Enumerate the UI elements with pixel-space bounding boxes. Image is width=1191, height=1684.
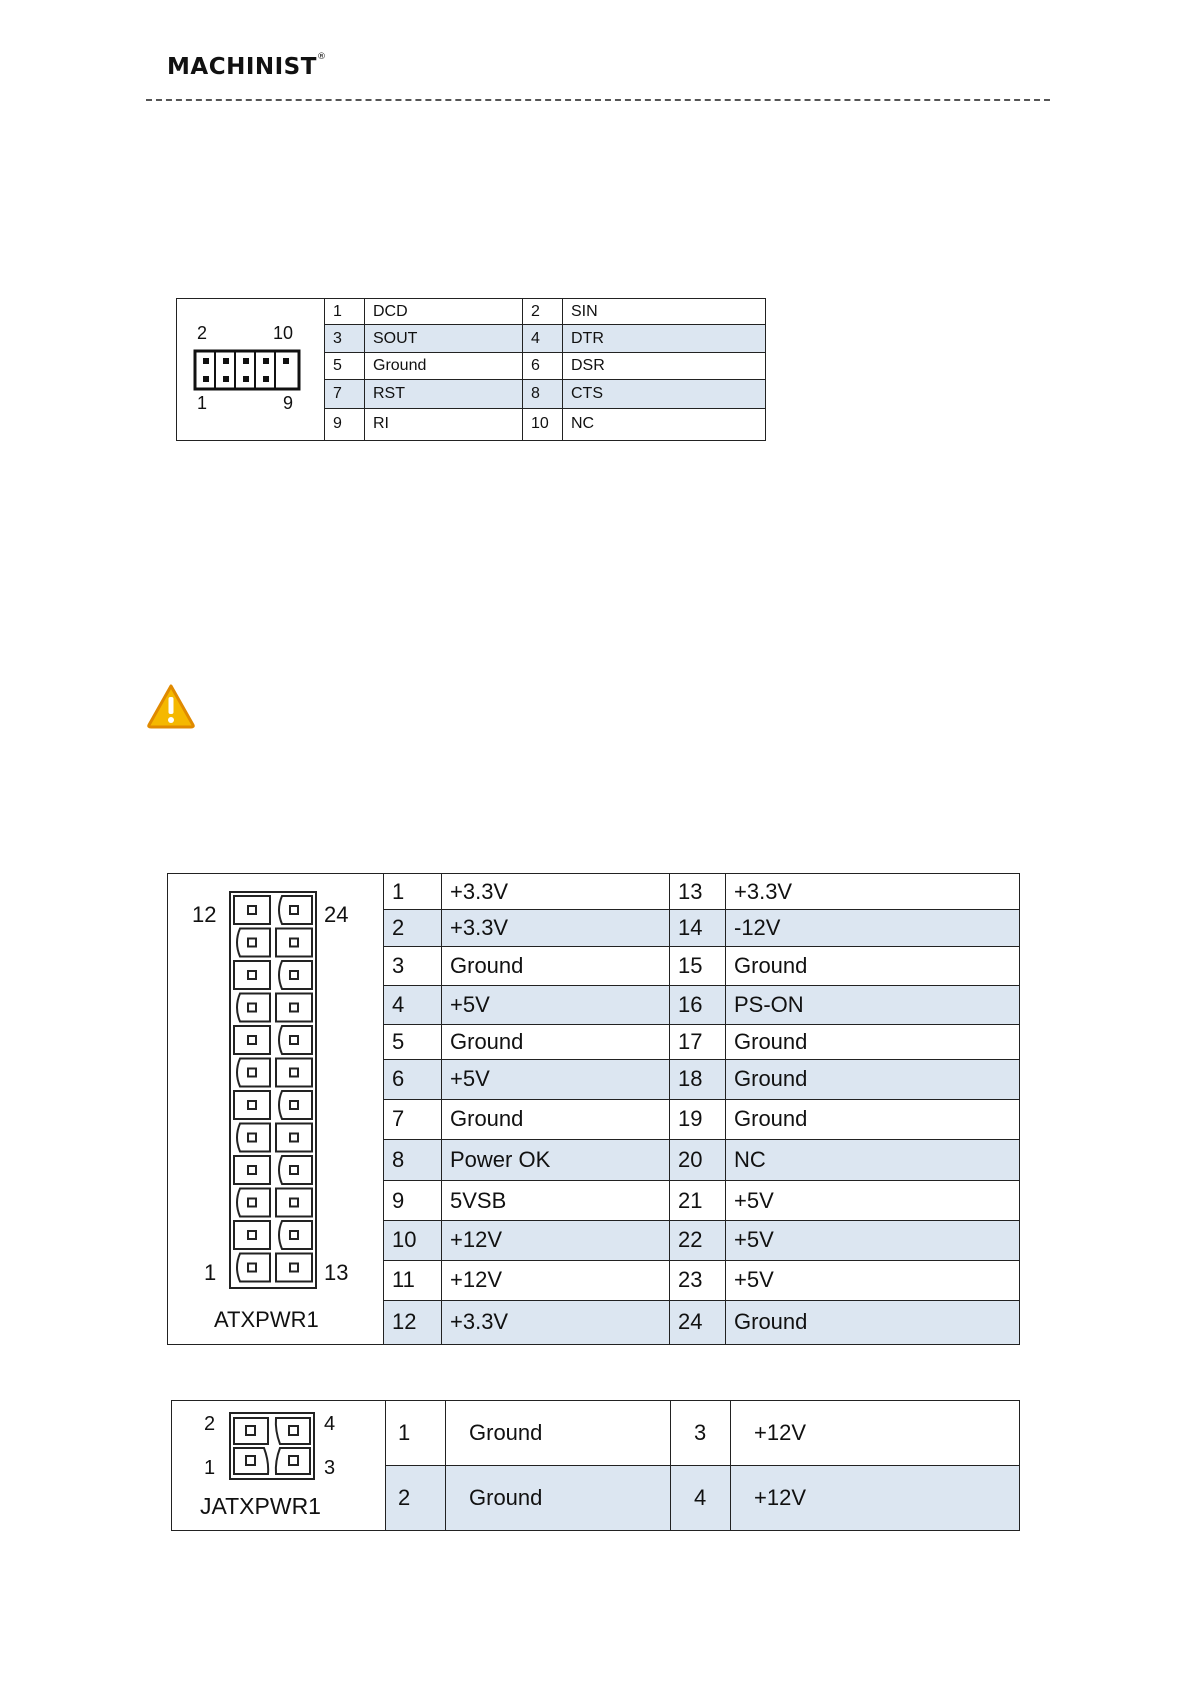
table-cell: Ground — [726, 947, 1020, 986]
atx-label-bottom-left: 1 — [204, 1260, 217, 1285]
table-cell: Ground — [726, 1059, 1020, 1099]
table-cell: 8 — [384, 1140, 442, 1181]
table-cell: +12V — [442, 1221, 670, 1260]
atx-label-bottom-right: 13 — [324, 1260, 349, 1285]
connector-pin — [237, 994, 270, 1022]
header-divider — [146, 99, 1050, 101]
table-cell: -12V — [726, 910, 1020, 947]
table-cell: 4 — [384, 986, 442, 1024]
table-cell: Ground — [726, 1024, 1020, 1059]
table-cell: +5V — [726, 1260, 1020, 1300]
connector-pin — [237, 1124, 270, 1152]
table-cell: 6 — [384, 1059, 442, 1099]
table-cell: RI — [365, 408, 523, 440]
table-cell: Ground — [446, 1401, 671, 1466]
connector-pin — [234, 1026, 270, 1054]
cpu-power-diagram — [172, 1401, 386, 1531]
connector-pin — [237, 929, 270, 957]
connector-pin — [234, 1156, 270, 1184]
table-cell: 3 — [325, 325, 365, 353]
table-cell: 1 — [384, 874, 442, 910]
atx-connector-diagram — [168, 874, 384, 1345]
table-cell: 3 — [671, 1401, 731, 1466]
table-cell: 12 — [384, 1300, 442, 1344]
registered-mark: ® — [316, 52, 327, 62]
table-cell: Ground — [442, 1099, 670, 1139]
cpu-label-top-right: 4 — [324, 1413, 336, 1435]
table-cell: DSR — [563, 353, 766, 379]
table-cell: 7 — [325, 379, 365, 408]
table-cell: 8 — [523, 379, 563, 408]
connector-pin — [237, 1189, 270, 1217]
connector-pin — [276, 1189, 312, 1217]
table-cell: 9 — [384, 1181, 442, 1221]
connector-pin — [279, 1221, 312, 1249]
cpu-connector-icon — [228, 1411, 316, 1481]
table-cell: 1 — [325, 299, 365, 325]
table-cell: 9 — [325, 408, 365, 440]
table-cell: NC — [726, 1140, 1020, 1181]
connector-pin — [279, 1091, 312, 1119]
table-cell: 15 — [670, 947, 726, 986]
table-cell: 24 — [670, 1300, 726, 1344]
connector-pin — [234, 1221, 270, 1249]
brand-logo — [167, 54, 326, 80]
table-cell: Ground — [442, 1024, 670, 1059]
atx-connector-name: ATXPWR1 — [214, 1307, 319, 1332]
table-cell: PS-ON — [726, 986, 1020, 1024]
serial-label-bottom-right: 9 — [283, 393, 294, 413]
connector-pin — [234, 961, 270, 989]
table-cell: 22 — [670, 1221, 726, 1260]
table-cell: 7 — [384, 1099, 442, 1139]
table-cell: CTS — [563, 379, 766, 408]
table-row — [168, 874, 1020, 910]
table-cell: +12V — [731, 1466, 1020, 1531]
table-cell: 5 — [325, 353, 365, 379]
cpu-connector-name: JATXPWR1 — [200, 1493, 321, 1519]
table-cell: +3.3V — [442, 910, 670, 947]
table-cell: 2 — [384, 910, 442, 947]
warning-icon — [146, 683, 196, 729]
table-cell: Ground — [726, 1300, 1020, 1344]
brand-name: MACHINIST — [167, 54, 317, 80]
cpu-power-table — [171, 1400, 1020, 1531]
table-cell: 5 — [384, 1024, 442, 1059]
table-cell: 2 — [523, 299, 563, 325]
atx-label-top-left: 12 — [192, 902, 217, 927]
serial-label-top-right: 10 — [273, 323, 294, 343]
connector-pin — [276, 1124, 312, 1152]
table-cell: +3.3V — [442, 874, 670, 910]
connector-pin — [279, 1156, 312, 1184]
serial-header-diagram — [177, 299, 325, 441]
cpu-label-bottom-right: 3 — [324, 1457, 336, 1479]
connector-pin — [279, 896, 312, 924]
connector-pin — [237, 1059, 270, 1087]
table-cell: 2 — [386, 1466, 446, 1531]
table-cell: +5V — [442, 1059, 670, 1099]
table-cell: SOUT — [365, 325, 523, 353]
atx-label-top-right: 24 — [324, 902, 349, 927]
table-cell: 17 — [670, 1024, 726, 1059]
table-cell: +5V — [442, 986, 670, 1024]
table-cell: +12V — [731, 1401, 1020, 1466]
serial-header-table — [176, 298, 766, 441]
connector-pin — [276, 1059, 312, 1087]
table-cell: +5V — [726, 1181, 1020, 1221]
table-cell: 20 — [670, 1140, 726, 1181]
table-cell: 4 — [523, 325, 563, 353]
connector-pin — [234, 1091, 270, 1119]
table-cell: Ground — [726, 1099, 1020, 1139]
serial-connector-icon — [193, 349, 301, 391]
table-cell: 14 — [670, 910, 726, 947]
connector-pin — [279, 1026, 312, 1054]
table-cell: Ground — [446, 1466, 671, 1531]
atx-connector-icon — [228, 890, 318, 1290]
cpu-label-bottom-left: 1 — [204, 1457, 216, 1479]
table-cell: 11 — [384, 1260, 442, 1300]
table-cell: 10 — [523, 408, 563, 440]
table-cell: RST — [365, 379, 523, 408]
table-cell: 3 — [384, 947, 442, 986]
table-cell: Ground — [442, 947, 670, 986]
table-cell: 21 — [670, 1181, 726, 1221]
table-cell: 16 — [670, 986, 726, 1024]
table-cell: 5VSB — [442, 1181, 670, 1221]
table-cell: 23 — [670, 1260, 726, 1300]
connector-pin — [279, 961, 312, 989]
table-cell: DCD — [365, 299, 523, 325]
serial-label-bottom-left: 1 — [197, 393, 208, 413]
cpu-label-top-left: 2 — [204, 1413, 216, 1435]
table-cell: +3.3V — [442, 1300, 670, 1344]
table-cell: Power OK — [442, 1140, 670, 1181]
connector-pin — [237, 1254, 270, 1282]
table-cell: 19 — [670, 1099, 726, 1139]
connector-pin — [234, 896, 270, 924]
table-cell: Ground — [365, 353, 523, 379]
table-cell: DTR — [563, 325, 766, 353]
table-cell: 10 — [384, 1221, 442, 1260]
table-cell: SIN — [563, 299, 766, 325]
connector-pin — [276, 994, 312, 1022]
table-row — [172, 1401, 1020, 1466]
table-cell: 1 — [386, 1401, 446, 1466]
table-cell: 13 — [670, 874, 726, 910]
table-cell: +3.3V — [726, 874, 1020, 910]
table-cell: NC — [563, 408, 766, 440]
table-cell: 6 — [523, 353, 563, 379]
table-cell: 4 — [671, 1466, 731, 1531]
serial-label-top-left: 2 — [197, 323, 208, 343]
table-cell: +12V — [442, 1260, 670, 1300]
table-cell: +5V — [726, 1221, 1020, 1260]
connector-pin — [276, 1254, 312, 1282]
connector-pin — [276, 929, 312, 957]
table-cell: 18 — [670, 1059, 726, 1099]
atx-power-table — [167, 873, 1020, 1345]
